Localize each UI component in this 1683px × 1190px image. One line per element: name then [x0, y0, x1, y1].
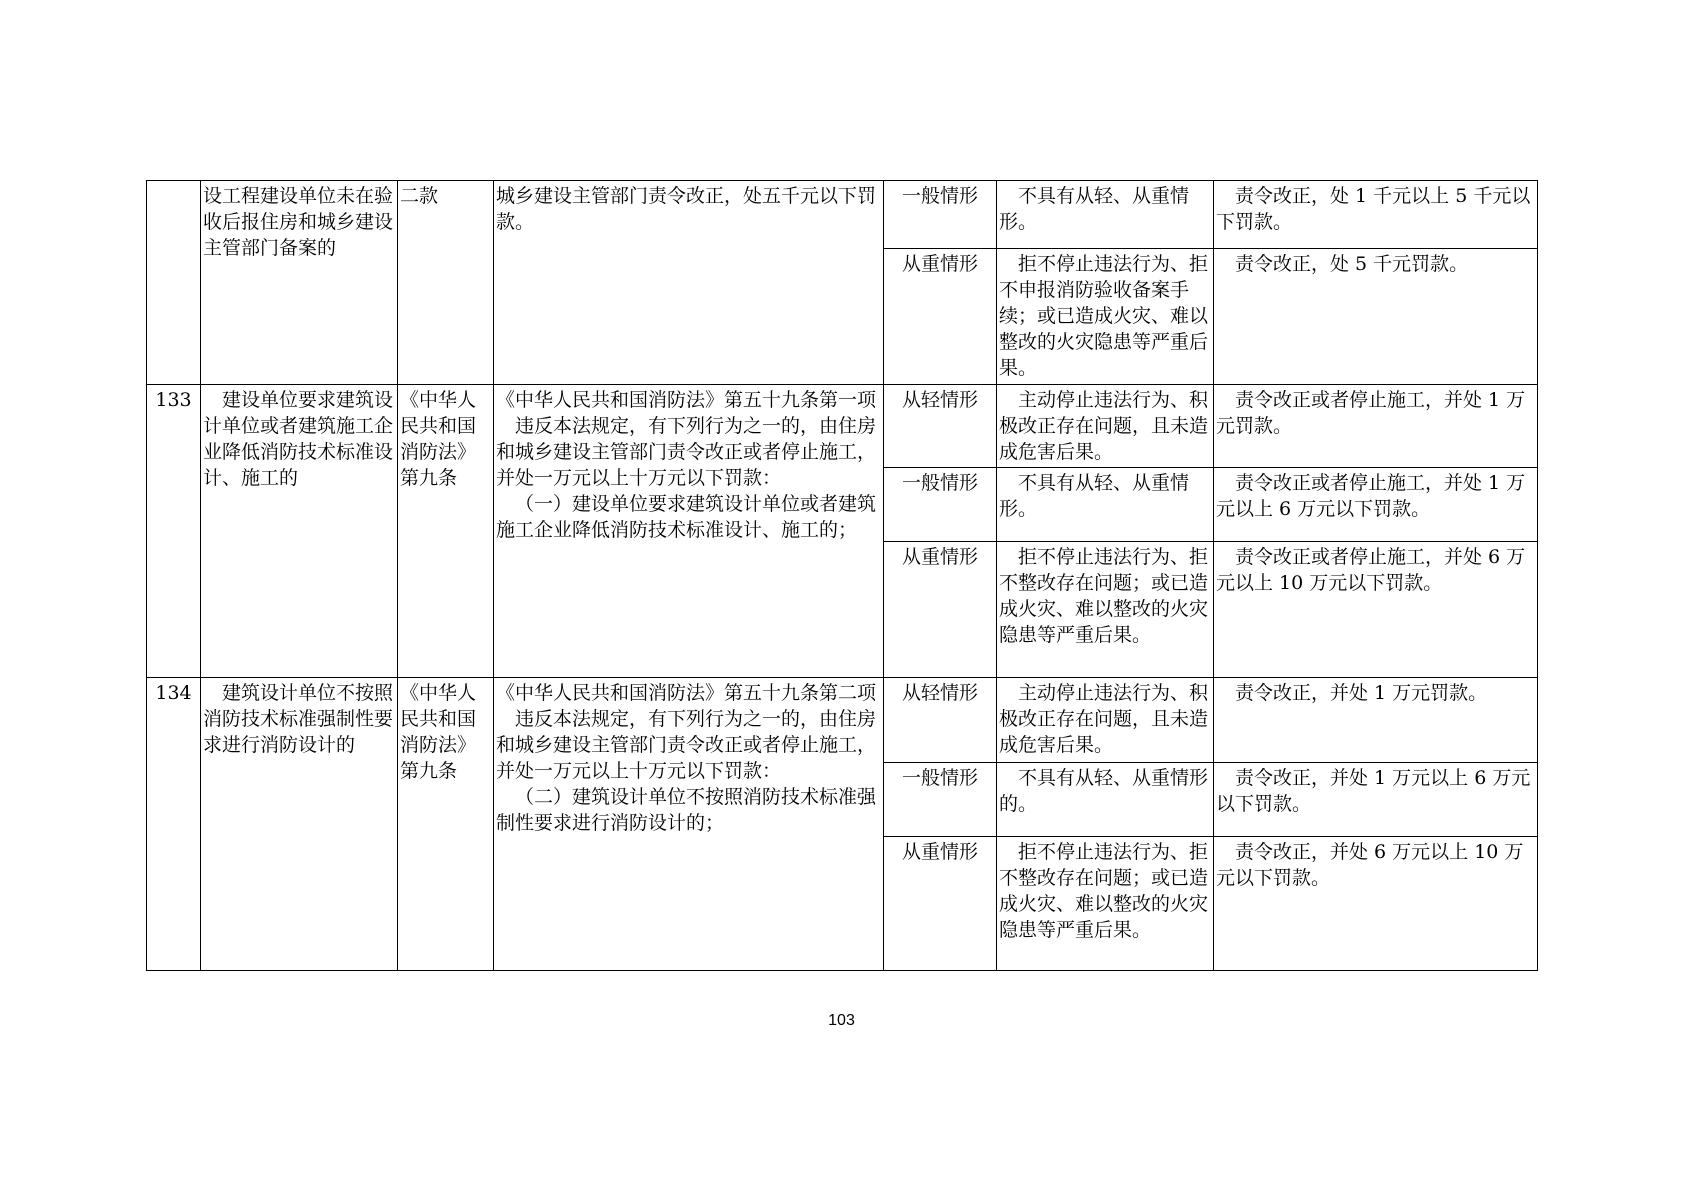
penalty-standard-table — [146, 180, 1538, 971]
table-body — [147, 181, 1538, 971]
legal-basis-article: 《中华人民共和国消防法》第九条 — [398, 385, 494, 678]
circumstance-level: 一般情形 — [884, 763, 997, 837]
circumstance-level: 从重情形 — [884, 837, 997, 971]
row-number: 134 — [147, 678, 201, 971]
penalty-result: 责令改正，并处 6 万元以上 10 万元以下罚款。 — [1214, 837, 1538, 971]
circumstance-description: 不具有从轻、从重情形的。 — [997, 763, 1214, 837]
circumstance-description: 拒不停止违法行为、拒不整改存在问题；或已造成火灾、难以整改的火灾隐患等严重后果。 — [997, 837, 1214, 971]
row-number — [147, 181, 201, 385]
circumstance-description: 拒不停止违法行为、拒不整改存在问题；或已造成火灾、难以整改的火灾隐患等严重后果。 — [997, 542, 1214, 678]
table-row — [147, 678, 1538, 763]
penalty-basis-heading: 《中华人民共和国消防法》第五十九条第二项 — [496, 682, 877, 704]
penalty-basis-paragraph: 城乡建设主管部门责令改正，处五千元以下罚款。 — [496, 185, 877, 233]
penalty-basis — [494, 181, 884, 385]
circumstance-description: 拒不停止违法行为、拒不申报消防验收备案手续；或已造成火灾、难以整改的火灾隐患等严重后果。 — [997, 249, 1214, 385]
violation-item: 建筑设计单位不按照消防技术标准强制性要求进行消防设计的 — [201, 678, 398, 971]
page-number: 103 — [828, 1012, 855, 1029]
penalty-basis-paragraph: （一）建设单位要求建筑设计单位或者建筑施工企业降低消防技术标准设计、施工的； — [496, 493, 877, 541]
circumstance-level: 从轻情形 — [884, 678, 997, 763]
circumstance-level: 从轻情形 — [884, 385, 997, 468]
legal-basis-article: 二款 — [398, 181, 494, 385]
circumstance-description: 主动停止违法行为、积极改正存在问题，且未造成危害后果。 — [997, 385, 1214, 468]
violation-item: 设工程建设单位未在验收后报住房和城乡建设主管部门备案的 — [201, 181, 398, 385]
penalty-basis — [494, 385, 884, 678]
penalty-result: 责令改正，并处 1 万元以上 6 万元以下罚款。 — [1214, 763, 1538, 837]
penalty-basis-paragraph: 违反本法规定，有下列行为之一的，由住房和城乡建设主管部门责令改正或者停止施工，并处一万元以上十万元以下罚款： — [496, 415, 877, 489]
penalty-result: 责令改正，处 5 千元罚款。 — [1214, 249, 1538, 385]
penalty-basis-paragraph: 违反本法规定，有下列行为之一的，由住房和城乡建设主管部门责令改正或者停止施工，并处一万元以上十万元以下罚款： — [496, 708, 877, 782]
penalty-result: 责令改正，并处 1 万元罚款。 — [1214, 678, 1538, 763]
circumstance-level: 从重情形 — [884, 542, 997, 678]
circumstance-description: 主动停止违法行为、积极改正存在问题，且未造成危害后果。 — [997, 678, 1214, 763]
penalty-basis-paragraph: （二）建筑设计单位不按照消防技术标准强制性要求进行消防设计的； — [496, 786, 877, 834]
circumstance-level: 从重情形 — [884, 249, 997, 385]
penalty-result: 责令改正，处 1 千元以上 5 千元以下罚款。 — [1214, 181, 1538, 249]
violation-item: 建设单位要求建筑设计单位或者建筑施工企业降低消防技术标准设计、施工的 — [201, 385, 398, 678]
table-row — [147, 181, 1538, 249]
row-number: 133 — [147, 385, 201, 678]
circumstance-description: 不具有从轻、从重情形。 — [997, 181, 1214, 249]
table-row — [147, 385, 1538, 468]
penalty-result: 责令改正或者停止施工，并处 6 万元以上 10 万元以下罚款。 — [1214, 542, 1538, 678]
circumstance-level: 一般情形 — [884, 181, 997, 249]
circumstance-description: 不具有从轻、从重情形。 — [997, 468, 1214, 542]
circumstance-level: 一般情形 — [884, 468, 997, 542]
penalty-basis-heading: 《中华人民共和国消防法》第五十九条第一项 — [496, 389, 877, 411]
legal-basis-article: 《中华人民共和国消防法》第九条 — [398, 678, 494, 971]
penalty-result: 责令改正或者停止施工，并处 1 万元以上 6 万元以下罚款。 — [1214, 468, 1538, 542]
penalty-basis — [494, 678, 884, 971]
penalty-result: 责令改正或者停止施工，并处 1 万元罚款。 — [1214, 385, 1538, 468]
